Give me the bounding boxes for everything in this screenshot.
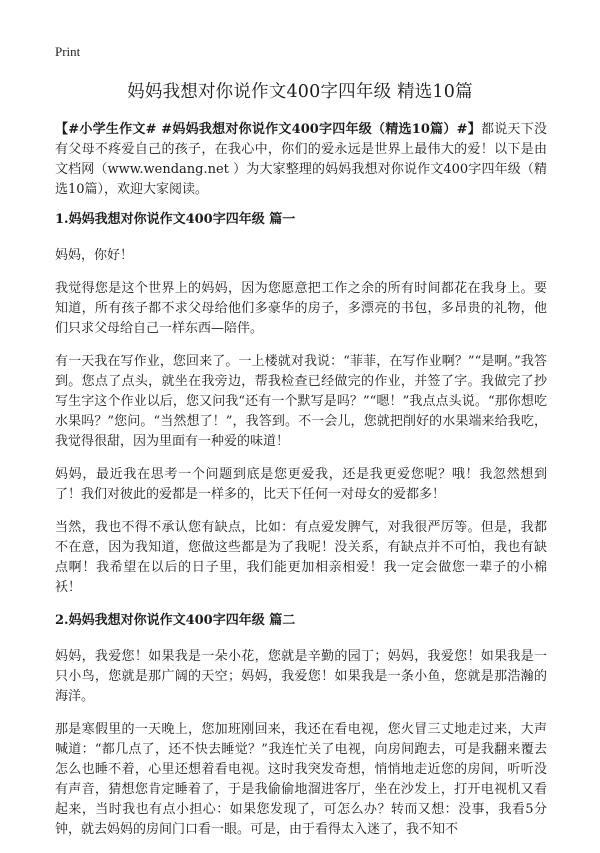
- paragraph: 我觉得您是这个世界上的妈妈，因为您愿意把工作之余的所有时间都花在我身上。要知道，所有孩子都不求父母给他们多豪华的房子，多漂亮的书包，多昂贵的礼物，他们只求父母给自己一样东西—陪伴。: [55, 281, 547, 336]
- article-body: [55, 120, 547, 853]
- paragraph: 当然，我也不得不承认您有缺点，比如：有点爱发脾气，对我很严厉等。但是，我都不在意，因为我知道，您做这些都是为了我呢！没关系，有缺点并不可怕，我也有缺点啊！我希望在以后的日子里，我们能更加相亲相爱！我一定会做您一辈子的小棉袄！: [55, 520, 547, 595]
- paragraph: 妈妈，最近我在思考一个问题到底是您更爱我，还是我更爱您呢？哦！我忽然想到了！我们对彼此的爱都是一样多的，比天下任何一对母女的爱都多！: [55, 467, 547, 502]
- intro-tag: 【#小学生作文# #妈妈我想对你说作文400字四年级（精选10篇）#】: [55, 122, 481, 137]
- paragraph: 那是寒假里的一天晚上，您加班刚回来，我还在看电视，您火冒三丈地走过来，大声喊道：“都几点了，还不快去睡觉？”我连忙关了电视，向房间跑去，可是我翻来覆去怎么也睡不着，心里还想着看电视。这时我突发奇想，悄悄地走近您的房间，听听没有声音，猜想您肯定睡着了，于是我偷偷地溜进客厅，坐在沙发上，打开电视机又看起来，当时我也有点小担心：如果您发现了，可怎么办？转而又想：没事，我看5分钟，就去妈妈的房间门口看一眼。可是，由于看得太入迷了，我不知不: [55, 722, 547, 837]
- section-heading: 2.妈妈我想对你说作文400字四年级 篇二: [55, 613, 296, 628]
- paragraph: 妈妈，你好！: [55, 248, 134, 263]
- paragraph: 妈妈，我爱您！如果我是一朵小花，您就是辛勤的园丁；妈妈，我爱您！如果我是一只小鸟，您就是那广阔的天空；妈妈，我爱您！如果我是一条小鱼，您就是那浩瀚的海洋。: [55, 649, 547, 704]
- intro-paragraph: [55, 120, 547, 200]
- intro-text: 都说天下没有父母不疼爱自己的孩子，在我心中，你们的爱永远是世界上最伟大的爱！以下是由文档网（www.wendang.net ）为大家整理的妈妈我想对你说作文400字四年级（精选10篇），欢迎大家阅读。: [55, 122, 547, 197]
- page-title: 妈妈我想对你说作文400字四年级 精选10篇: [127, 82, 473, 102]
- paragraph: 有一天我在写作业，您回来了。一上楼就对我说：“菲菲，在写作业啊？”“是啊。”我答到。您点了点头，就坐在我旁边，帮我检查已经做完的作业，并签了字。我做完了抄写生字这个作业以后，您又问我“还有一个默写是吗？”“嗯！”我点点头说。“那你想吃水果吗？”您问。“当然想了！”，我答到。不一会儿，您就把削好的水果端来给我吃，我觉得很甜，因为里面有一种爱的味道！: [55, 354, 547, 449]
- section-heading: 1.妈妈我想对你说作文400字四年级 篇一: [55, 212, 296, 227]
- print-link[interactable]: Print: [55, 44, 81, 59]
